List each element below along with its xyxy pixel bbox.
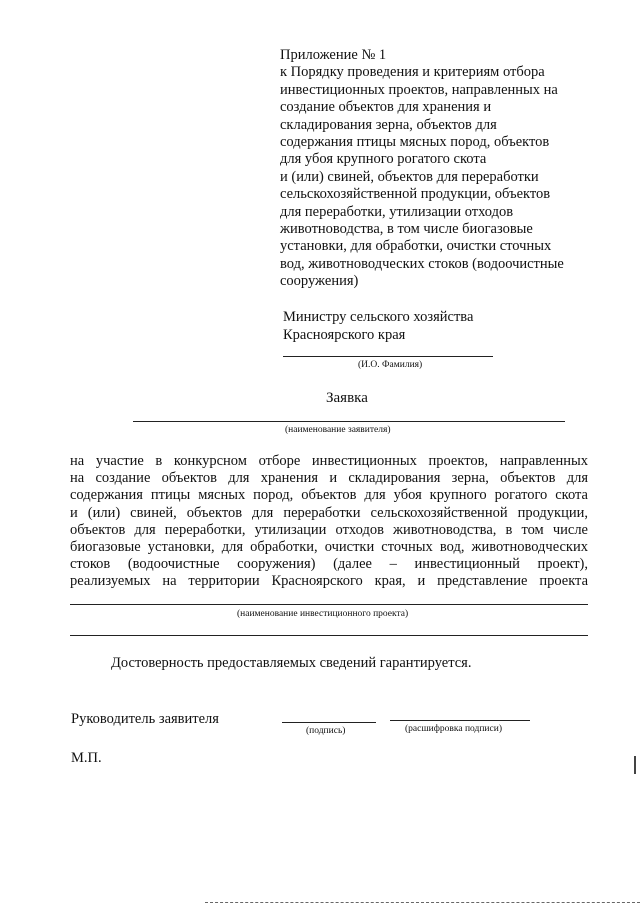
appendix-line: животноводства, в том числе биогазовые: [280, 221, 533, 238]
signature-decoding-line: [390, 720, 530, 721]
appendix-line: установки, для обработки, очистки сточных: [280, 238, 552, 255]
signature-line: [282, 722, 376, 723]
body-line: и (или) свиней, объектов для переработки сельскохозяйственной продукции,: [70, 504, 588, 521]
addressee-line: Красноярского края: [283, 327, 406, 343]
addressee-name-line: [283, 356, 493, 357]
applicant-name-line: [133, 421, 565, 422]
appendix-line: содержания птицы мясных пород, объектов: [280, 134, 550, 151]
appendix-line: инвестиционных проектов, направленных на: [280, 81, 558, 98]
appendix-line: складирования зерна, объектов для: [280, 116, 497, 133]
body-line: объектов для переработки, утилизации отходов животноводства, в том числе: [70, 521, 588, 538]
stamp-place-label: М.П.: [71, 750, 102, 766]
body-line: на создание объектов для хранения и складирования зерна, объектов для: [70, 470, 588, 487]
guarantee-statement: Достоверность предоставляемых сведений гарантируется.: [111, 655, 472, 671]
head-of-applicant-label: Руководитель заявителя: [71, 711, 219, 727]
project-name-line-2: [70, 635, 588, 636]
addressee-block: [283, 308, 473, 344]
appendix-line: для переработки, утилизации отходов: [280, 203, 514, 220]
body-line: реализуемых на территории Красноярского края, и представление проекта: [70, 573, 588, 590]
body-line: на участие в конкурсном отборе инвестиционных проектов, направленных: [70, 453, 588, 469]
addressee-name-caption: (И.О. Фамилия): [358, 360, 423, 370]
appendix-line: для убоя крупного рогатого скота: [280, 151, 487, 168]
appendix-line: сооружения): [280, 273, 359, 290]
appendix-line: создание объектов для хранения и: [280, 99, 492, 116]
appendix-line: и (или) свиней, объектов для переработки: [280, 168, 539, 185]
addressee-line: Министру сельского хозяйства: [283, 309, 474, 325]
signature-decoding-caption: (расшифровка подписи): [405, 724, 502, 734]
signature-caption: (подпись): [306, 726, 346, 736]
appendix-line: вод, животноводческих стоков (водоочистные: [280, 255, 564, 272]
project-name-line: [70, 604, 588, 605]
scan-bottom-edge: [205, 902, 640, 903]
project-name-caption: (наименование инвестиционного проекта): [237, 609, 409, 619]
body-line: биогазовые установки, для обработки, очистки сточных вод, животноводческих: [70, 539, 588, 556]
document-title: Заявка: [326, 390, 368, 406]
appendix-line: сельскохозяйственной продукции, объектов: [280, 186, 551, 203]
appendix-header: [280, 47, 600, 291]
body-line: содержания птицы мясных пород, объектов для убоя крупного рогатого скота: [70, 487, 588, 504]
body-line: стоков (водоочистные сооружения) (далее – инвестиционный проект),: [70, 556, 588, 573]
applicant-name-caption: (наименование заявителя): [285, 425, 391, 435]
application-body: [70, 453, 588, 591]
scan-margin-mark: [634, 756, 636, 774]
appendix-line: к Порядку проведения и критериям отбора: [280, 64, 545, 81]
appendix-line: Приложение № 1: [280, 47, 387, 63]
